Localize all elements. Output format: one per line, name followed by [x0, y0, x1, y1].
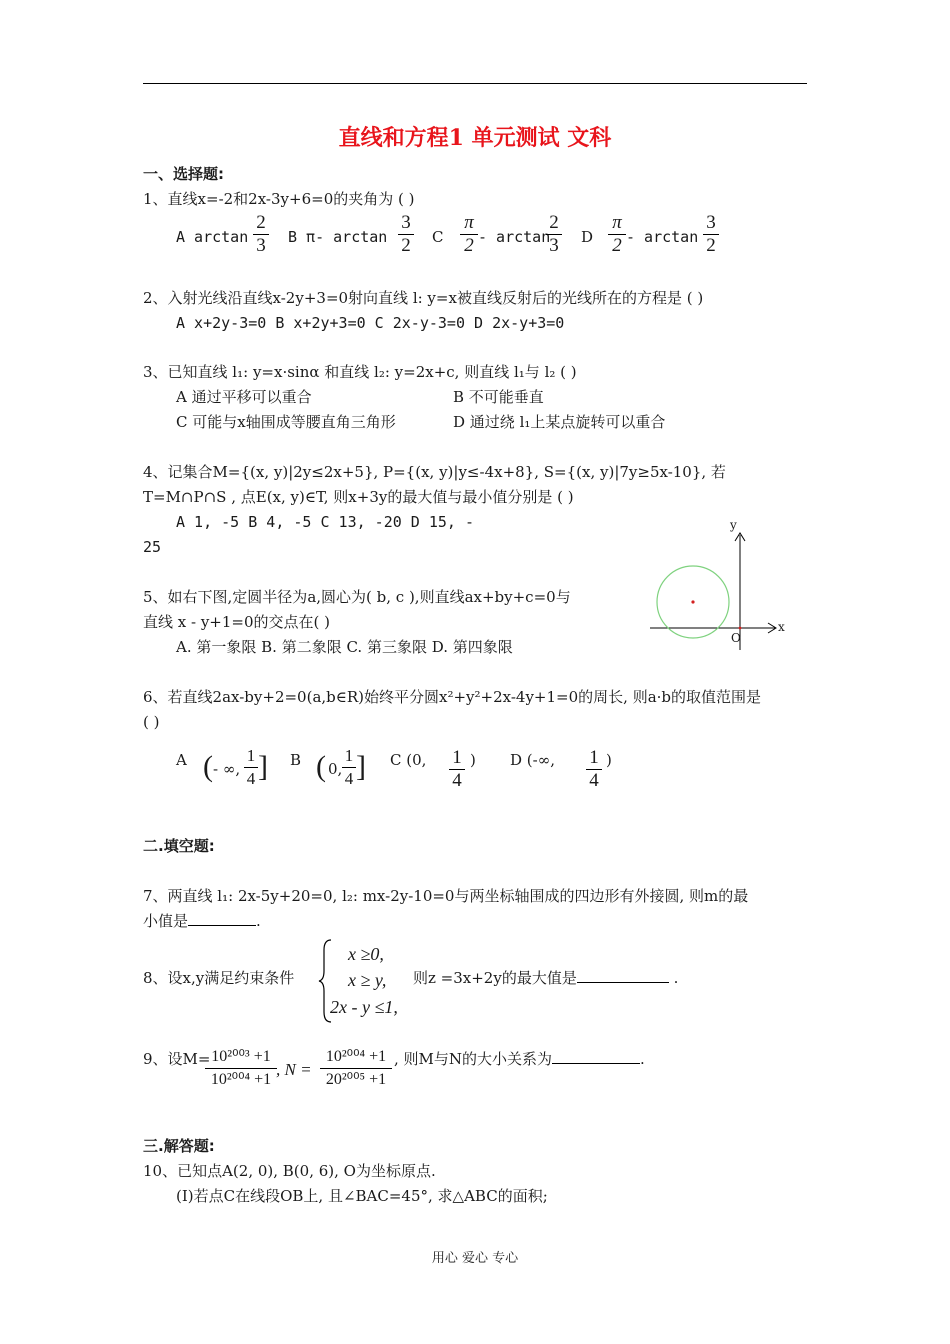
q1-c-numerator-pi: π — [464, 212, 474, 233]
q6-option-c-label: C (0, — [390, 751, 427, 769]
q6-a-interval-start: - ∞, — [213, 760, 241, 778]
q8-constraint-1: x ≥0, — [348, 944, 384, 964]
q1-option-d-fraction-pi — [608, 213, 626, 256]
q6-option-d-close: ) — [606, 751, 612, 769]
q9-n-numerator: 10²⁰⁰⁴ +1 — [325, 1048, 387, 1065]
q1-option-c-middle: - arctan — [478, 228, 551, 246]
q1-d-denominator-pi: 2 — [612, 235, 622, 256]
q1-a-denominator: 3 — [256, 235, 266, 256]
q5-circle-diagram — [645, 515, 795, 655]
question-7-line-1: 7、两直线 l₁: 2x-5y+20=0, l₂: mx-2y-10=0与两坐标轴围成的四边形有外接圆, 则m的最 — [143, 887, 749, 905]
q9-suffix-text: , 则M与N的大小关系为 — [394, 1050, 553, 1068]
q8-answer-blank[interactable] — [577, 968, 669, 983]
origin-label: O — [731, 631, 741, 645]
page-footer: 用心 爱心 专心 — [431, 1251, 519, 1266]
question-6-line-2: ( ) — [143, 713, 160, 731]
q1-option-c-label: C — [432, 228, 444, 246]
q3-option-c: C 可能与x轴围成等腰直角三角形 — [176, 413, 396, 431]
q6-option-a-label: A — [176, 751, 187, 769]
q1-c-denominator-pi: 2 — [464, 235, 474, 256]
question-9-suffix: , 则M与N的大小关系为 . — [394, 1050, 645, 1068]
q3-option-d: D 通过绕 l₁上某点旋转可以重合 — [453, 413, 666, 431]
q1-option-c-fraction-pi — [460, 213, 478, 256]
q9-m-numerator: 10²⁰⁰³ +1 — [211, 1048, 271, 1065]
q1-option-a-fraction — [253, 213, 269, 256]
q1-b-denominator: 2 — [401, 235, 411, 256]
question-2-stem: 2、入射光线沿直线x-2y+3=0射向直线 l: y=x被直线反射后的光线所在的方程是 ( ) — [143, 289, 704, 307]
q9-n-fraction — [320, 1047, 392, 1090]
question-9-prefix: 9、设M= — [143, 1050, 211, 1068]
q6-a-denominator: 4 — [246, 769, 256, 788]
q1-option-d-middle: - arctan — [626, 228, 699, 246]
question-4-options: A 1, -5 B 4, -5 C 13, -20 D 15, - — [176, 513, 475, 531]
q6-b-right-bracket: ] — [356, 750, 366, 783]
question-6-line-1: 6、若直线2ax-by+2=0(a,b∈R)始终平分圆x²+y²+2x-4y+1=0的周长, 则a·b的取值范围是 — [143, 688, 762, 706]
q1-d-denominator: 2 — [706, 235, 716, 256]
q6-a-right-bracket: ] — [258, 750, 268, 783]
q6-a-left-bracket: ( — [203, 750, 213, 783]
header-rule — [143, 83, 807, 84]
question-10-part-1: (Ⅰ)若点C在线段OB上, 且∠BAC=45°, 求△ABC的面积; — [176, 1187, 548, 1205]
q3-option-a: A 通过平移可以重合 — [176, 388, 312, 406]
q1-option-c-fraction — [546, 213, 562, 256]
question-5-options: A. 第一象限 B. 第二象限 C. 第三象限 D. 第四象限 — [176, 638, 513, 656]
q6-a-numerator: 1 — [246, 746, 256, 765]
question-2-options: A x+2y-3=0 B x+2y+3=0 C 2x-y-3=0 D 2x-y+3=0 — [176, 314, 565, 332]
q6-option-b-fraction — [342, 746, 356, 789]
q3-option-b: B 不可能垂直 — [453, 388, 544, 406]
q1-b-numerator: 3 — [401, 212, 411, 233]
question-8-prefix: 8、设x,y满足约束条件 — [143, 969, 295, 987]
q6-b-numerator: 1 — [344, 746, 354, 765]
section-heading-fill: 二.填空题: — [143, 837, 215, 855]
q8-constraint-2: x ≥ y, — [348, 970, 387, 990]
question-4-line-1: 4、记集合M={(x, y)|2y≤2x+5}, P={(x, y)|y≤-4x+8}, S={(x, y)|7y≥5x-10}, 若 — [143, 463, 726, 481]
q1-d-numerator-pi: π — [612, 212, 622, 233]
question-3-stem: 3、已知直线 l₁: y=x·sinα 和直线 l₂: y=2x+c, 则直线 l₁与 l₂ ( ) — [143, 363, 577, 381]
q8-constraint-3: 2x - y ≤1, — [330, 997, 398, 1017]
question-5-line-1: 5、如右下图,定圆半径为a,圆心为( b, c ),则直线ax+by+c=0与 — [143, 588, 571, 606]
q6-b-left-bracket: ( — [316, 750, 326, 783]
y-axis-label: y — [730, 518, 737, 532]
question-5-line-2: 直线 x - y+1=0的交点在( ) — [143, 613, 331, 631]
q6-option-c-fraction — [449, 748, 465, 791]
q9-n-label: , N = — [276, 1060, 312, 1079]
question-4-options-tail: 25 — [143, 538, 162, 556]
q9-m-fraction — [205, 1047, 277, 1090]
circle-center-dot — [691, 600, 694, 603]
q7-answer-blank[interactable] — [188, 911, 256, 926]
question-4-line-2: T=M∩P∩S , 点E(x, y)∈T, 则x+3y的最大值与最小值分别是 ( ) — [143, 488, 574, 506]
q6-b-interval-start: 0, — [328, 760, 343, 778]
q1-option-b-label: B π- arctan — [288, 228, 388, 246]
q1-option-d-label: D — [581, 228, 594, 246]
q1-a-numerator: 2 — [256, 212, 266, 233]
question-1-stem: 1、直线x=-2和2x-3y+6=0的夹角为 ( ) — [143, 190, 415, 208]
q6-option-a-fraction — [244, 746, 258, 789]
q6-option-c-close: ) — [470, 751, 476, 769]
q6-d-denominator: 4 — [589, 770, 599, 791]
q6-option-d-fraction — [586, 748, 602, 791]
q9-answer-blank[interactable] — [552, 1049, 640, 1064]
section-heading-solve: 三.解答题: — [143, 1137, 215, 1155]
question-7-line-2: 小值是 . — [143, 912, 261, 930]
document-title: 直线和方程1 单元测试 文科 — [338, 125, 612, 151]
q6-c-numerator: 1 — [452, 747, 462, 768]
q8-suffix-text: 则z =3x+2y的最大值是 — [413, 969, 577, 987]
q9-n-denominator: 20²⁰⁰⁵ +1 — [325, 1071, 387, 1088]
q1-option-b-fraction — [398, 213, 414, 256]
q6-c-denominator: 4 — [452, 770, 462, 791]
q6-option-d-label: D (-∞, — [510, 751, 555, 769]
question-10-line-1: 10、已知点A(2, 0), B(0, 6), O为坐标原点. — [143, 1162, 436, 1180]
q1-option-d-fraction — [703, 213, 719, 256]
section-heading-choice: 一、选择题: — [143, 165, 224, 183]
q1-option-a-label: A arctan — [176, 228, 249, 246]
q9-m-denominator: 10²⁰⁰⁴ +1 — [210, 1071, 272, 1088]
q6-d-numerator: 1 — [589, 747, 599, 768]
q7-line-2-text: 小值是 — [143, 912, 189, 930]
q1-c-numerator: 2 — [549, 212, 559, 233]
q1-d-numerator: 3 — [706, 212, 716, 233]
q6-b-denominator: 4 — [344, 769, 354, 788]
question-8-suffix: 则z =3x+2y的最大值是 . — [413, 969, 679, 987]
q6-option-b-label: B — [290, 751, 302, 769]
q1-c-denominator: 3 — [549, 235, 559, 256]
x-axis-label: x — [778, 620, 785, 634]
